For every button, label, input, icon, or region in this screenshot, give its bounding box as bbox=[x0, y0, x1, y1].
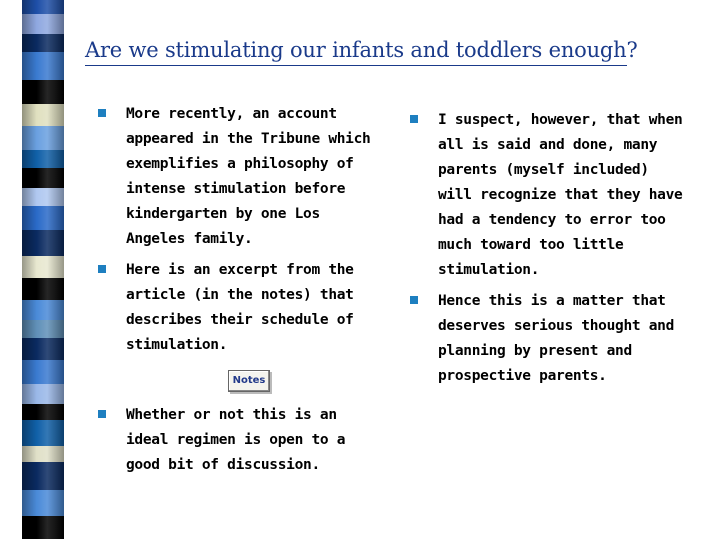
bullet-text: Whether or not this is an ideal regimen is open to a good bit of discussion. bbox=[126, 407, 346, 473]
bullet-text: More recently, an account appeared in the Tribune which exemplifies a philosophy of intense stimulation before kindergarten by one Los Angeles family. bbox=[126, 106, 371, 247]
bullet-text: Here is an excerpt from the article (in the notes) that describes their schedule of stimulation. bbox=[126, 262, 354, 353]
left-column bbox=[98, 102, 378, 478]
bullet-item bbox=[410, 289, 685, 389]
decorative-stripe bbox=[22, 0, 64, 539]
stripe-shading bbox=[22, 0, 64, 539]
square-bullet-icon bbox=[410, 115, 418, 123]
bullet-item bbox=[98, 102, 378, 252]
right-column bbox=[410, 108, 685, 389]
square-bullet-icon bbox=[98, 410, 106, 418]
square-bullet-icon bbox=[98, 265, 106, 273]
notes-area bbox=[98, 358, 378, 403]
title-underline bbox=[85, 65, 627, 66]
bullet-text: I suspect, however, that when all is said and done, many parents (myself included) will recognize that they have had a tendency to error too much toward too little stimulation. bbox=[438, 112, 683, 278]
square-bullet-icon bbox=[410, 296, 418, 304]
bullet-item bbox=[410, 108, 685, 283]
slide-title: Are we stimulating our infants and toddlers enough? bbox=[85, 38, 638, 62]
bullet-item bbox=[98, 258, 378, 358]
bullet-text: Hence this is a matter that deserves serious thought and planning by present and prospective parents. bbox=[438, 293, 675, 384]
notes-button[interactable]: Notes bbox=[228, 370, 270, 392]
square-bullet-icon bbox=[98, 109, 106, 117]
bullet-item bbox=[98, 403, 378, 478]
